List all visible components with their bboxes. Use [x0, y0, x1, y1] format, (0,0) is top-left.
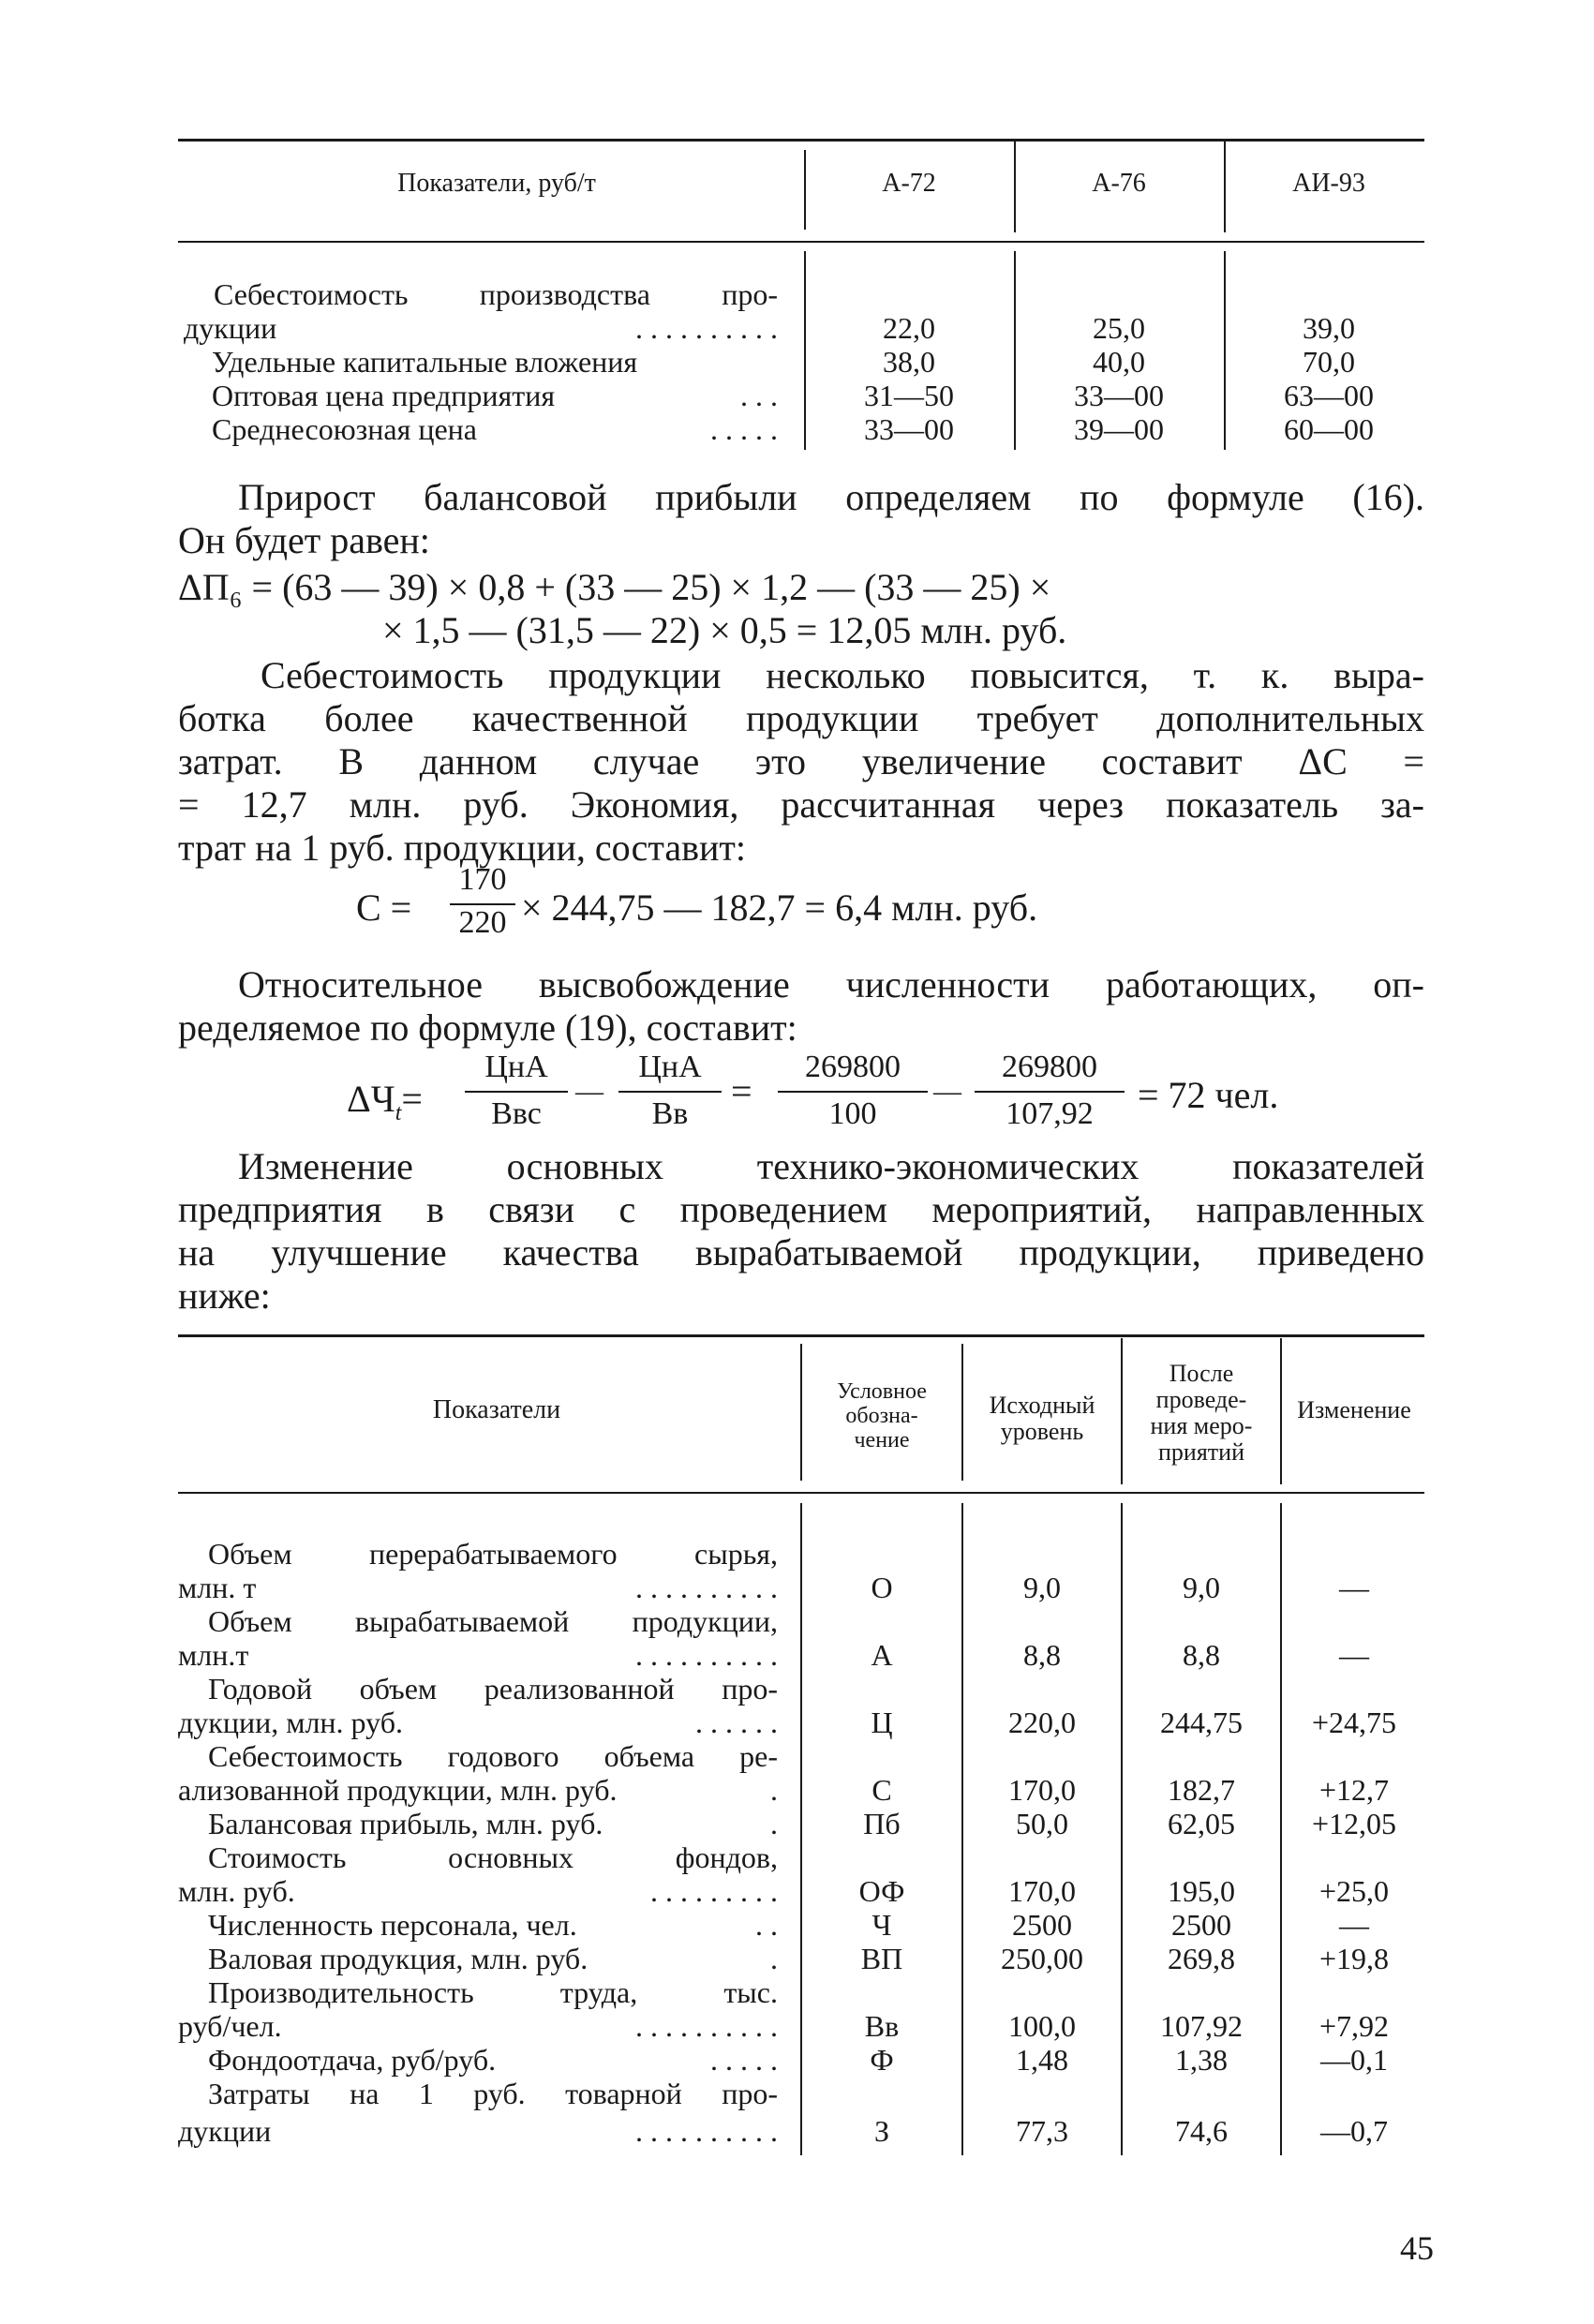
- table2-row-label: [178, 1638, 778, 1672]
- table2-col-divider: [961, 1344, 963, 1481]
- table2-cell-after: 2500: [1171, 1908, 1231, 1942]
- table2-col-divider: [800, 1344, 802, 1481]
- table1-row-leader-dots: . . . . .: [710, 412, 778, 446]
- table2-row-leader-dots: . . . . . .: [695, 1706, 778, 1739]
- table2-cell-change: +25,0: [1318, 1874, 1390, 1908]
- table2-top-rule: [178, 1334, 1424, 1337]
- table2-row-leader-dots: . . . . . . . . . .: [635, 1571, 778, 1604]
- table1-cell: 70,0: [1303, 345, 1355, 379]
- table2-cell-change: —: [1339, 1908, 1369, 1942]
- table2-cell-sym: Ч: [871, 1908, 892, 1942]
- table2-cell-base: 77,3: [1016, 2114, 1068, 2148]
- text-line: предприятия в связи с проведением мероприятий, направленных: [178, 1188, 1424, 1230]
- table2-row-leader-dots: . . . . . . . . . .: [635, 2009, 778, 2043]
- formula-staff-minus2: —: [933, 1076, 961, 1107]
- table2-row-leader-dots: . . . . . . . . .: [650, 1874, 778, 1908]
- formula-staff-lhs: [347, 1078, 423, 1135]
- table2-row-leader-dots: .: [770, 1807, 778, 1840]
- table1-cell: 39—00: [1074, 412, 1164, 446]
- formula-staff-minus1: —: [575, 1076, 603, 1107]
- text-line: Себестоимость продукции несколько повысится, т. к. выра-: [261, 654, 1424, 696]
- table1-row-label-text: Оптовая цена предприятия: [212, 379, 556, 412]
- formula-staff-num3: 269800: [805, 1050, 901, 1084]
- formula-staff-eq2: =: [731, 1070, 752, 1112]
- table2-col-divider: [961, 1503, 963, 2155]
- table2-cell-after: 244,75: [1160, 1706, 1243, 1739]
- table2-row-leader-dots: .: [770, 1773, 778, 1807]
- page-number: 45: [1400, 2229, 1434, 2267]
- formula-savings-denominator: 220: [458, 905, 507, 940]
- table1-row-leader-dots: . . .: [740, 379, 778, 412]
- table2-header-symbol: [804, 1379, 960, 1452]
- table1-col-divider: [804, 251, 806, 450]
- paragraph-cost-increase: [178, 654, 1424, 870]
- formula-staff-den3: 100: [828, 1096, 877, 1131]
- formula-staff-num4: 269800: [1002, 1050, 1097, 1084]
- text-line: на улучшение качества вырабатываемой продукции, приведено: [178, 1231, 1424, 1274]
- table2-header-line: проведе-: [1155, 1386, 1247, 1413]
- table1-top-rule: [178, 139, 1424, 142]
- table2-row-label: [178, 2114, 778, 2148]
- table2-row-label-text: Фондоотдача, руб/руб.: [208, 2043, 497, 2077]
- table2-cell-base: 250,00: [1001, 1942, 1083, 1975]
- table2-row-label-text: дукции, млн. руб.: [178, 1706, 403, 1739]
- table2-row-label-text: руб/чел.: [178, 2009, 282, 2043]
- table2-row-label: [208, 2043, 778, 2077]
- table1-cell: 33—00: [1074, 379, 1164, 412]
- table2-row-label: [178, 1874, 778, 1908]
- text-line: затрат. В данном случае это увеличение составит ΔС =: [178, 740, 1424, 782]
- table2-row-leader-dots: . . . . .: [710, 2043, 778, 2077]
- table2-cell-base: 8,8: [1023, 1638, 1061, 1672]
- table2-row-label: [178, 1706, 778, 1739]
- table2-row-label: [208, 1942, 778, 1975]
- table2-col-divider: [800, 1503, 802, 2155]
- table2-cell-change: —0,1: [1320, 2043, 1388, 2077]
- table1-row-label-text: Среднесоюзная цена: [212, 412, 477, 446]
- text-line: = 12,7 млн. руб. Экономия, рассчитанная через показатель за-: [178, 783, 1424, 826]
- table2-row-label: [178, 1571, 778, 1604]
- table1-col-divider: [1014, 141, 1016, 232]
- formula-staff-eq: =: [401, 1078, 423, 1120]
- table1-cell: 22,0: [883, 311, 935, 345]
- table2-row-label-text: Балансовая прибыль, млн. руб.: [208, 1807, 603, 1840]
- table2-cell-base: 50,0: [1016, 1807, 1068, 1840]
- table1-row-label: [184, 311, 778, 345]
- paragraph-indicators-change: [178, 1145, 1424, 1318]
- table2-col-divider: [1121, 1503, 1123, 2155]
- table2-row-leader-dots: .: [770, 1942, 778, 1975]
- table2-row-label: Затраты на 1 руб. товарной про-: [208, 2077, 778, 2110]
- table2-cell-after: 8,8: [1183, 1638, 1220, 1672]
- table2-cell-sym: О: [871, 1571, 893, 1604]
- table2-cell-sym: ОФ: [858, 1874, 905, 1908]
- table2-col-divider: [1280, 1503, 1282, 2155]
- table1-row-label-text: дукции: [184, 311, 277, 345]
- paragraph-balance-profit: [178, 476, 1424, 562]
- table1-cell: 31—50: [864, 379, 954, 412]
- table2-row-label-text: млн.т: [178, 1638, 249, 1672]
- formula-staff-bar1: [465, 1091, 568, 1093]
- formula-staff-num1: ЦнА: [484, 1050, 548, 1084]
- formula-staff-den2: Вв: [651, 1096, 689, 1131]
- table2-row-label-text: млн. руб.: [178, 1874, 295, 1908]
- table2-row-label: [208, 1908, 778, 1942]
- table1-row-label: [212, 379, 778, 412]
- table2-header-change: Изменение: [1297, 1396, 1411, 1423]
- table2-header-indicators: Показатели: [432, 1395, 561, 1424]
- table2-row-label: Объем перерабатываемого сырья,: [208, 1537, 778, 1571]
- table2-header-after: [1125, 1361, 1278, 1466]
- table2-cell-change: +12,05: [1311, 1807, 1397, 1840]
- table2-cell-after: 195,0: [1168, 1874, 1235, 1908]
- table2-cell-after: 269,8: [1168, 1942, 1235, 1975]
- text-line: трат на 1 руб. продукции, составит:: [178, 827, 746, 869]
- table1-row-label: [212, 412, 778, 446]
- table2-cell-base: 170,0: [1008, 1874, 1076, 1908]
- text-line: ределяемое по формуле (19), составит:: [178, 1006, 797, 1049]
- table2-header-line: Условное: [837, 1379, 927, 1404]
- table2-row-leader-dots: . . . . . . . . . .: [635, 2114, 778, 2148]
- table2-row-label: Стоимость основных фондов,: [208, 1840, 778, 1874]
- formula-staff-result: = 72 чел.: [1138, 1074, 1279, 1116]
- formula-savings-rest: × 244,75 — 182,7 = 6,4 млн. руб.: [521, 886, 1038, 929]
- table1-col-divider: [804, 150, 806, 230]
- formula-staff-subscript: t: [395, 1101, 402, 1125]
- table2-cell-sym: Пб: [863, 1807, 901, 1840]
- table2-cell-change: —: [1339, 1571, 1369, 1604]
- table1-cell: 60—00: [1284, 412, 1374, 446]
- table2-cell-change: +12,7: [1318, 1773, 1390, 1807]
- table2-header-line: обозна-: [845, 1404, 918, 1428]
- table2-row-label: [178, 2009, 778, 2043]
- table1-cell: 38,0: [883, 345, 935, 379]
- table2-cell-after: 1,38: [1175, 2043, 1228, 2077]
- table2-cell-change: +7,92: [1318, 2009, 1390, 2043]
- formula-staff-symbol: ΔЧ: [347, 1078, 395, 1120]
- table2-header-line: После: [1169, 1360, 1234, 1387]
- table2-cell-sym: Ц: [871, 1706, 893, 1739]
- table1-header-ai93: АИ-93: [1292, 169, 1365, 198]
- table2-cell-change: +19,8: [1318, 1942, 1390, 1975]
- formula-savings-lhs: С =: [356, 886, 412, 929]
- formula-staff-bar3: [778, 1091, 928, 1093]
- table1-cell: 33—00: [864, 412, 954, 446]
- table1-row-label: Себестоимость производства про-: [214, 277, 778, 311]
- table2-header-line: приятий: [1158, 1438, 1244, 1466]
- table2-row-label-text: млн. т: [178, 1571, 257, 1604]
- table1-row-leader-dots: . . . . . . . . . .: [635, 311, 778, 345]
- table1-col-divider: [1014, 251, 1016, 450]
- table2-cell-sym: Вв: [864, 2009, 900, 2043]
- formula-staff-den1: Ввс: [491, 1096, 542, 1131]
- text-line: ботка более качественной продукции требует дополнительных: [178, 697, 1424, 739]
- table1-cell: 63—00: [1284, 379, 1374, 412]
- formula-staff-den4: 107,92: [1006, 1096, 1094, 1131]
- table2-cell-sym: З: [873, 2114, 890, 2148]
- table2-col-divider: [1280, 1338, 1282, 1484]
- table2-row-label: Себестоимость годового объема ре-: [208, 1739, 778, 1773]
- formula-staff-bar4: [975, 1091, 1125, 1093]
- table1-cell: 25,0: [1093, 311, 1145, 345]
- table2-header-line: Исходный: [989, 1392, 1095, 1419]
- text-line: Прирост балансовой прибыли определяем по формуле (16).: [238, 476, 1424, 518]
- table2-row-label-text: Валовая продукция, млн. руб.: [208, 1942, 588, 1975]
- table2-cell-base: 220,0: [1008, 1706, 1076, 1739]
- text-line: ниже:: [178, 1274, 271, 1317]
- table2-header-line: уровень: [1000, 1418, 1084, 1445]
- table1-header-rule: [178, 241, 1424, 243]
- table2-row-leader-dots: . .: [755, 1908, 778, 1942]
- table2-cell-change: +24,75: [1311, 1706, 1397, 1739]
- table1-col-divider: [1224, 141, 1226, 232]
- table2-row-label-text: дукции: [178, 2114, 272, 2148]
- table2-cell-after: 182,7: [1168, 1773, 1235, 1807]
- table2-cell-after: 9,0: [1183, 1571, 1220, 1604]
- table2-cell-base: 170,0: [1008, 1773, 1076, 1807]
- table1-cell: 40,0: [1093, 345, 1145, 379]
- table1-row-label-text: Удельные капитальные вложения: [212, 345, 638, 379]
- table2-cell-sym: Ф: [870, 2043, 894, 2077]
- table2-col-divider: [1121, 1338, 1123, 1484]
- table2-cell-sym: С: [871, 1773, 892, 1807]
- table2-header-rule: [178, 1492, 1424, 1494]
- table2-cell-after: 74,6: [1175, 2114, 1228, 2148]
- table2-row-label: [208, 1807, 778, 1840]
- table2-row-label-text: ализованной продукции, млн. руб.: [178, 1773, 618, 1807]
- table2-header-line: чение: [854, 1428, 910, 1452]
- formula-savings-numerator: 170: [458, 862, 507, 897]
- table1-col-divider: [1224, 251, 1226, 450]
- table2-cell-after: 62,05: [1168, 1807, 1235, 1840]
- table2-cell-sym: А: [871, 1638, 893, 1672]
- text-line: Относительное высвобождение численности работающих, оп-: [238, 963, 1424, 1006]
- table2-row-label: [178, 1773, 778, 1807]
- table1-cell: 39,0: [1303, 311, 1355, 345]
- table2-row-leader-dots: . . . . . . . . . .: [635, 1638, 778, 1672]
- text-line: Он будет равен:: [178, 519, 430, 561]
- table2-cell-base: 9,0: [1023, 1571, 1061, 1604]
- table2-row-label: Годовой объем реализованной про-: [208, 1672, 778, 1706]
- table2-header-base: [965, 1393, 1119, 1445]
- formula-staff-num2: ЦнА: [638, 1050, 702, 1084]
- table2-cell-change: —: [1339, 1638, 1369, 1672]
- table2-cell-base: 2500: [1012, 1908, 1072, 1942]
- table2-cell-base: 100,0: [1008, 2009, 1076, 2043]
- table2-row-label-text: Численность персонала, чел.: [208, 1908, 577, 1942]
- table2-row-label: Производительность труда, тыс.: [208, 1975, 778, 2009]
- paragraph-staff-release: [178, 963, 1424, 1050]
- formula-delta-profit-line2: × 1,5 — (31,5 — 22) × 0,5 = 12,05 млн. руб.: [382, 609, 1067, 651]
- table1-header-indicators: Показатели, руб/т: [397, 169, 596, 198]
- table2-cell-sym: ВП: [860, 1942, 903, 1975]
- table1-row-label: [212, 345, 778, 379]
- text-line: Изменение основных технико-экономических показателей: [238, 1145, 1424, 1187]
- table2-cell-after: 107,92: [1160, 2009, 1243, 2043]
- table2-header-line: ния меро-: [1150, 1412, 1253, 1439]
- formula-staff-bar2: [618, 1091, 722, 1093]
- table1-header-a76: А-76: [1092, 169, 1146, 198]
- table1-header-a72: А-72: [882, 169, 936, 198]
- formula-delta-profit-line1: ΔП₆ = (63 — 39) × 0,8 + (33 — 25) × 1,2 — (33 — 25) ×: [178, 566, 1051, 608]
- table2-cell-change: —0,7: [1320, 2114, 1388, 2148]
- table2-cell-base: 1,48: [1016, 2043, 1068, 2077]
- table2-row-label: Объем вырабатываемой продукции,: [208, 1604, 778, 1638]
